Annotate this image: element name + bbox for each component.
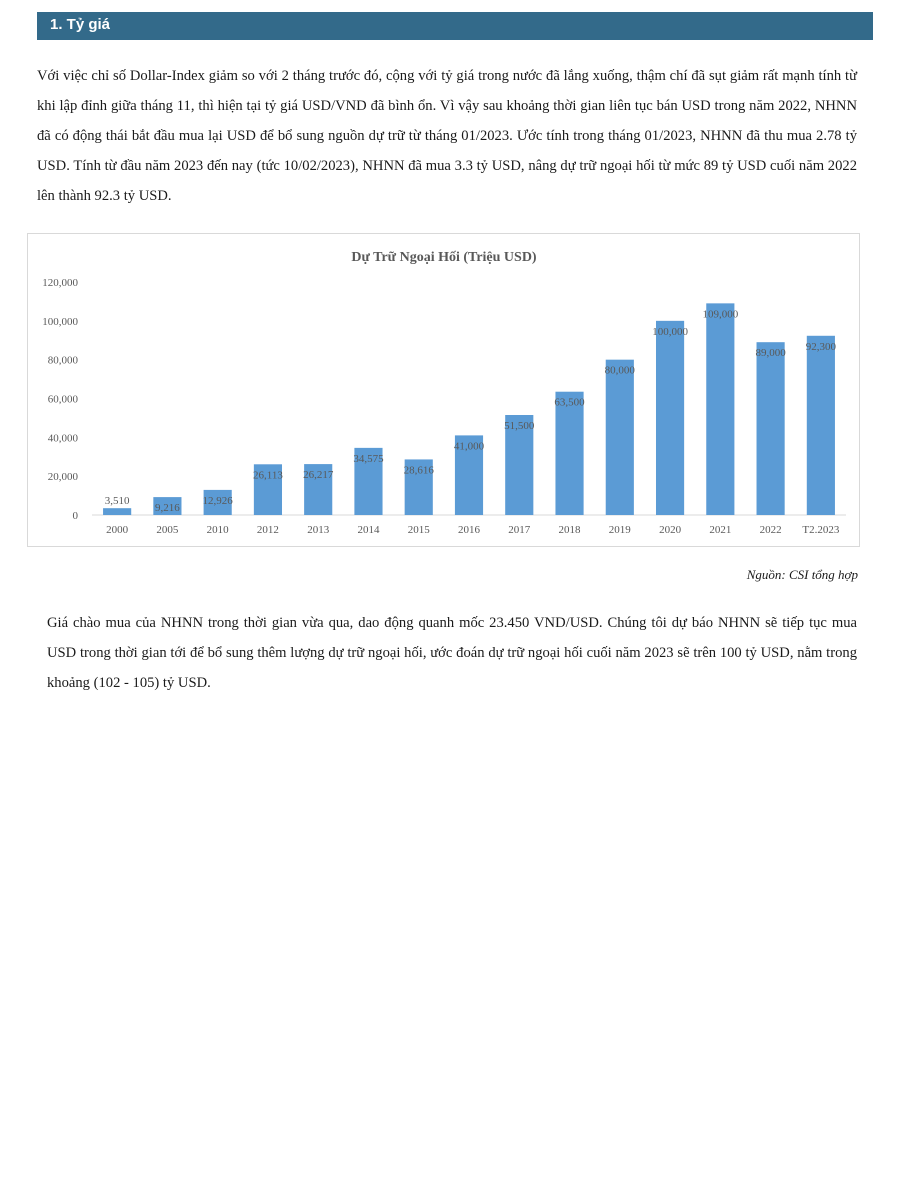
x-tick-label: 2019 [608,524,631,536]
data-label-2005: 9,216 [155,502,180,515]
y-tick-label: 0 [72,510,78,522]
y-tick-label: 80,000 [47,354,78,367]
data-label-2018: 63,500 [554,396,585,409]
data-label-2017: 51,500 [504,420,535,433]
data-label-2014: 34,575 [353,452,384,465]
data-label-2021: 109,000 [702,308,739,321]
data-label-2016: 41,000 [453,440,485,453]
x-tick-label: 2014 [357,524,380,536]
source-note: Nguồn: CSI tổng hợp [746,567,858,582]
x-tick-label: 2021 [709,524,732,536]
x-tick-label: 2013 [307,524,330,536]
chart-title: Dự Trữ Ngoại Hối (Triệu USD) [351,250,537,265]
data-label-2012: 26,113 [253,469,283,482]
section-header [37,12,873,40]
bar-2019 [606,360,634,515]
bar-T2.2023 [807,336,835,515]
x-tick-label: 2012 [256,524,279,536]
data-label-2000: 3,510 [104,495,130,508]
x-tick-label: 2020 [659,524,682,536]
bar-2000 [103,508,131,515]
y-tick-label: 20,000 [47,471,78,484]
section-title: 1. Tỷ giá [50,16,111,33]
data-label-2013: 26,217 [303,469,334,482]
data-label-2019: 80,000 [604,364,635,377]
y-tick-label: 120,000 [42,277,78,289]
bar-2018 [555,392,583,515]
x-tick-label: 2010 [206,524,229,536]
chart-container [27,233,860,547]
x-tick-label: 2005 [156,524,179,536]
bar-2022 [757,342,785,515]
data-label-2022: 89,000 [755,347,786,360]
reserves-bar-chart [28,234,859,546]
paragraph-forecast: Giá chào mua của NHNN trong thời gian vừa qua, dao động quanh mốc 23.450 VND/USD. Chúng tôi dự báo NHNN sẽ tiếp tục mua USD trong thời gian tới để bổ sung thêm lượng dự trữ ngoại hối, ước đoán dự trữ ngoại hối cuối năm 2023 sẽ trên 100 tỷ USD, nằm trong khoảng (102 - 105) tỷ USD. [47,615,857,691]
x-tick-label: T2.2023 [802,524,840,536]
y-tick-label: 100,000 [42,315,78,328]
x-tick-label: 2015 [407,524,430,536]
bar-2020 [656,321,684,515]
paragraph-intro: Với việc chỉ số Dollar-Index giảm so với 2 tháng trước đó, cộng với tỷ giá trong nước đã lắng xuống, thậm chí đã sụt giảm rất mạnh tính từ khi lập đỉnh giữa tháng 11, thì hiện tại tỷ giá USD/VND đã bình ổn. Vì vậy sau khoảng thời gian liên tục bán USD trong năm 2022, NHNN đã có động thái bắt đầu mua lại USD để bổ sung nguồn dự trữ từ tháng 01/2023. Ước tính trong tháng 01/2023, NHNN đã thu mua 2.78 tỷ USD. Tính từ đầu năm 2023 đến nay (tức 10/02/2023), NHNN đã mua 3.3 tỷ USD, nâng dự trữ ngoại hối từ mức 89 tỷ USD cuối năm 2022 lên thành 92.3 tỷ USD. [37,68,857,204]
data-label-2010: 12,926 [202,494,233,507]
y-tick-label: 60,000 [47,393,78,406]
x-tick-label: 2017 [508,524,531,536]
y-tick-label: 40,000 [47,432,78,445]
x-tick-label: 2022 [759,524,782,536]
x-tick-label: 2016 [458,524,480,536]
x-tick-label: 2018 [558,524,581,536]
data-label-T2.2023: 92,300 [805,340,836,353]
data-label-2020: 100,000 [652,325,688,338]
bar-2021 [706,303,734,515]
x-tick-label: 2000 [106,524,129,536]
data-label-2015: 28,616 [403,464,434,477]
